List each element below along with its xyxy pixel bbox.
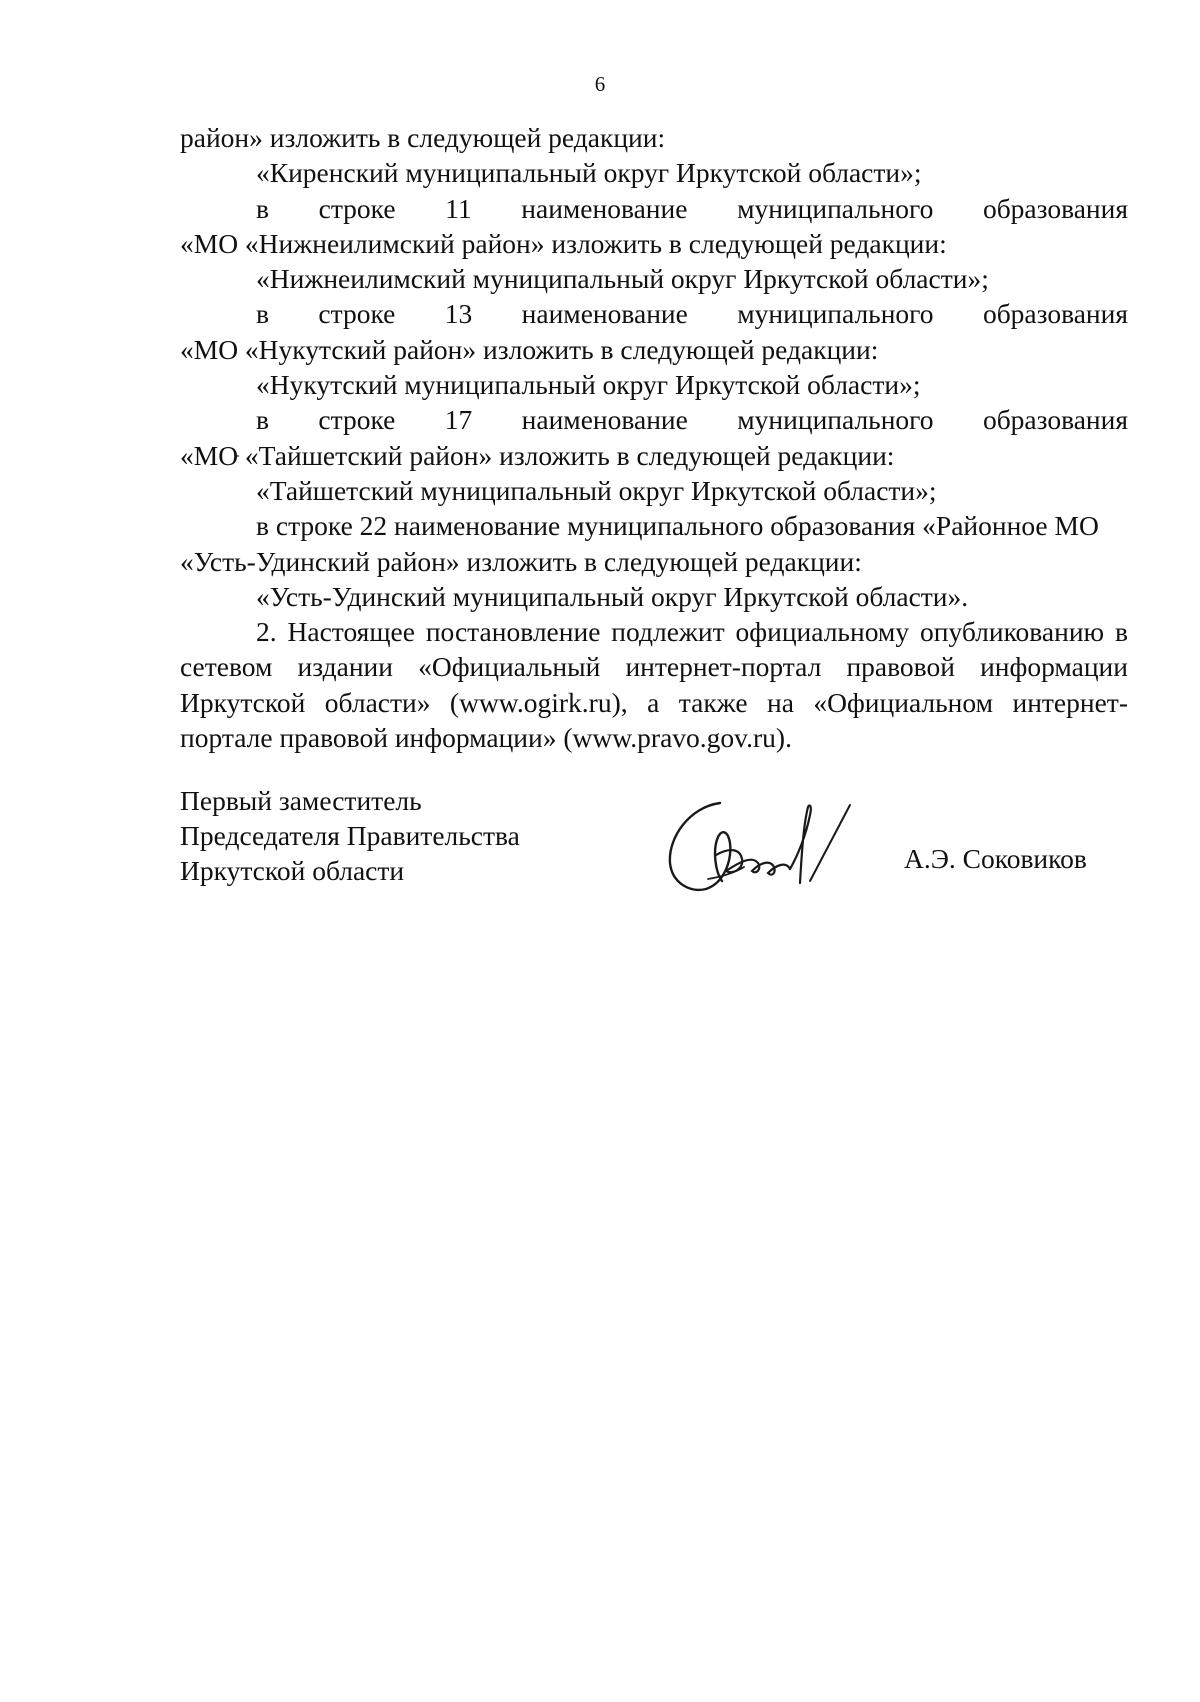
paragraph-publication: 2. Настоящее постановление подлежит официальному опубликованию в сетевом издании «Официальный интернет-портал правовой информации Иркутской области» (www.ogirk.ru), а также на «Официальном интернет-портале правовой информации» (www.pravo.gov.ru). [180, 616, 1128, 754]
page-number: 6 [594, 72, 606, 96]
text-line: «МО «Тайшетский район» изложить в следующей редакции: [180, 439, 895, 471]
word: 13 [444, 298, 473, 330]
text-line-justified [180, 296, 1128, 331]
word: в [256, 298, 269, 330]
word: наименование [521, 298, 688, 330]
text-line: «МО «Нижнеилимский район» изложить в следующей редакции: [180, 227, 947, 259]
word: образования [982, 192, 1128, 224]
text-line: «МО «Нукутский район» изложить в следующей редакции: [180, 333, 879, 365]
word: муниципального [737, 298, 934, 330]
text-line-justified [180, 402, 1128, 437]
text-line: в строке 22 наименование муниципального образования «Районное МО [256, 510, 1099, 542]
word: наименование [521, 192, 688, 224]
word: образования [982, 298, 1128, 330]
word: в [256, 404, 269, 436]
word: в [256, 192, 269, 224]
signatory-line: Первый заместитель [180, 785, 422, 816]
word: 17 [444, 404, 473, 436]
text-line: «Киренский муниципальный округ Иркутской области»; [256, 157, 922, 189]
word: образования [982, 404, 1128, 436]
word: 11 [445, 192, 472, 224]
signatory-title [180, 783, 520, 888]
text-line: район» изложить в следующей редакции: [180, 122, 666, 153]
word: строке [318, 298, 396, 330]
document-body [180, 120, 1128, 755]
text-line: «Усть-Удинский район» изложить в следующей редакции: [180, 545, 862, 577]
word: муниципального [737, 192, 934, 224]
signer-name: А.Э. Соковиков [904, 843, 1087, 874]
text-line: «Нукутский муниципальный округ Иркутской области»; [256, 369, 921, 401]
word: строке [318, 192, 396, 224]
signatory-line: Председателя Правительства [180, 820, 520, 851]
word: наименование [521, 404, 688, 436]
signatory-line: Иркутской области [180, 855, 405, 886]
word: строке [318, 404, 396, 436]
handwritten-signature [660, 785, 870, 905]
text-line: «Усть-Удинский муниципальный округ Иркутской области». [256, 580, 969, 612]
text-line: «Нижнеилимский муниципальный округ Иркутской области»; [256, 263, 989, 295]
text-line-justified [180, 191, 1128, 226]
word: муниципального [737, 404, 934, 436]
text-line: «Тайшетский муниципальный округ Иркутской области»; [256, 474, 937, 506]
